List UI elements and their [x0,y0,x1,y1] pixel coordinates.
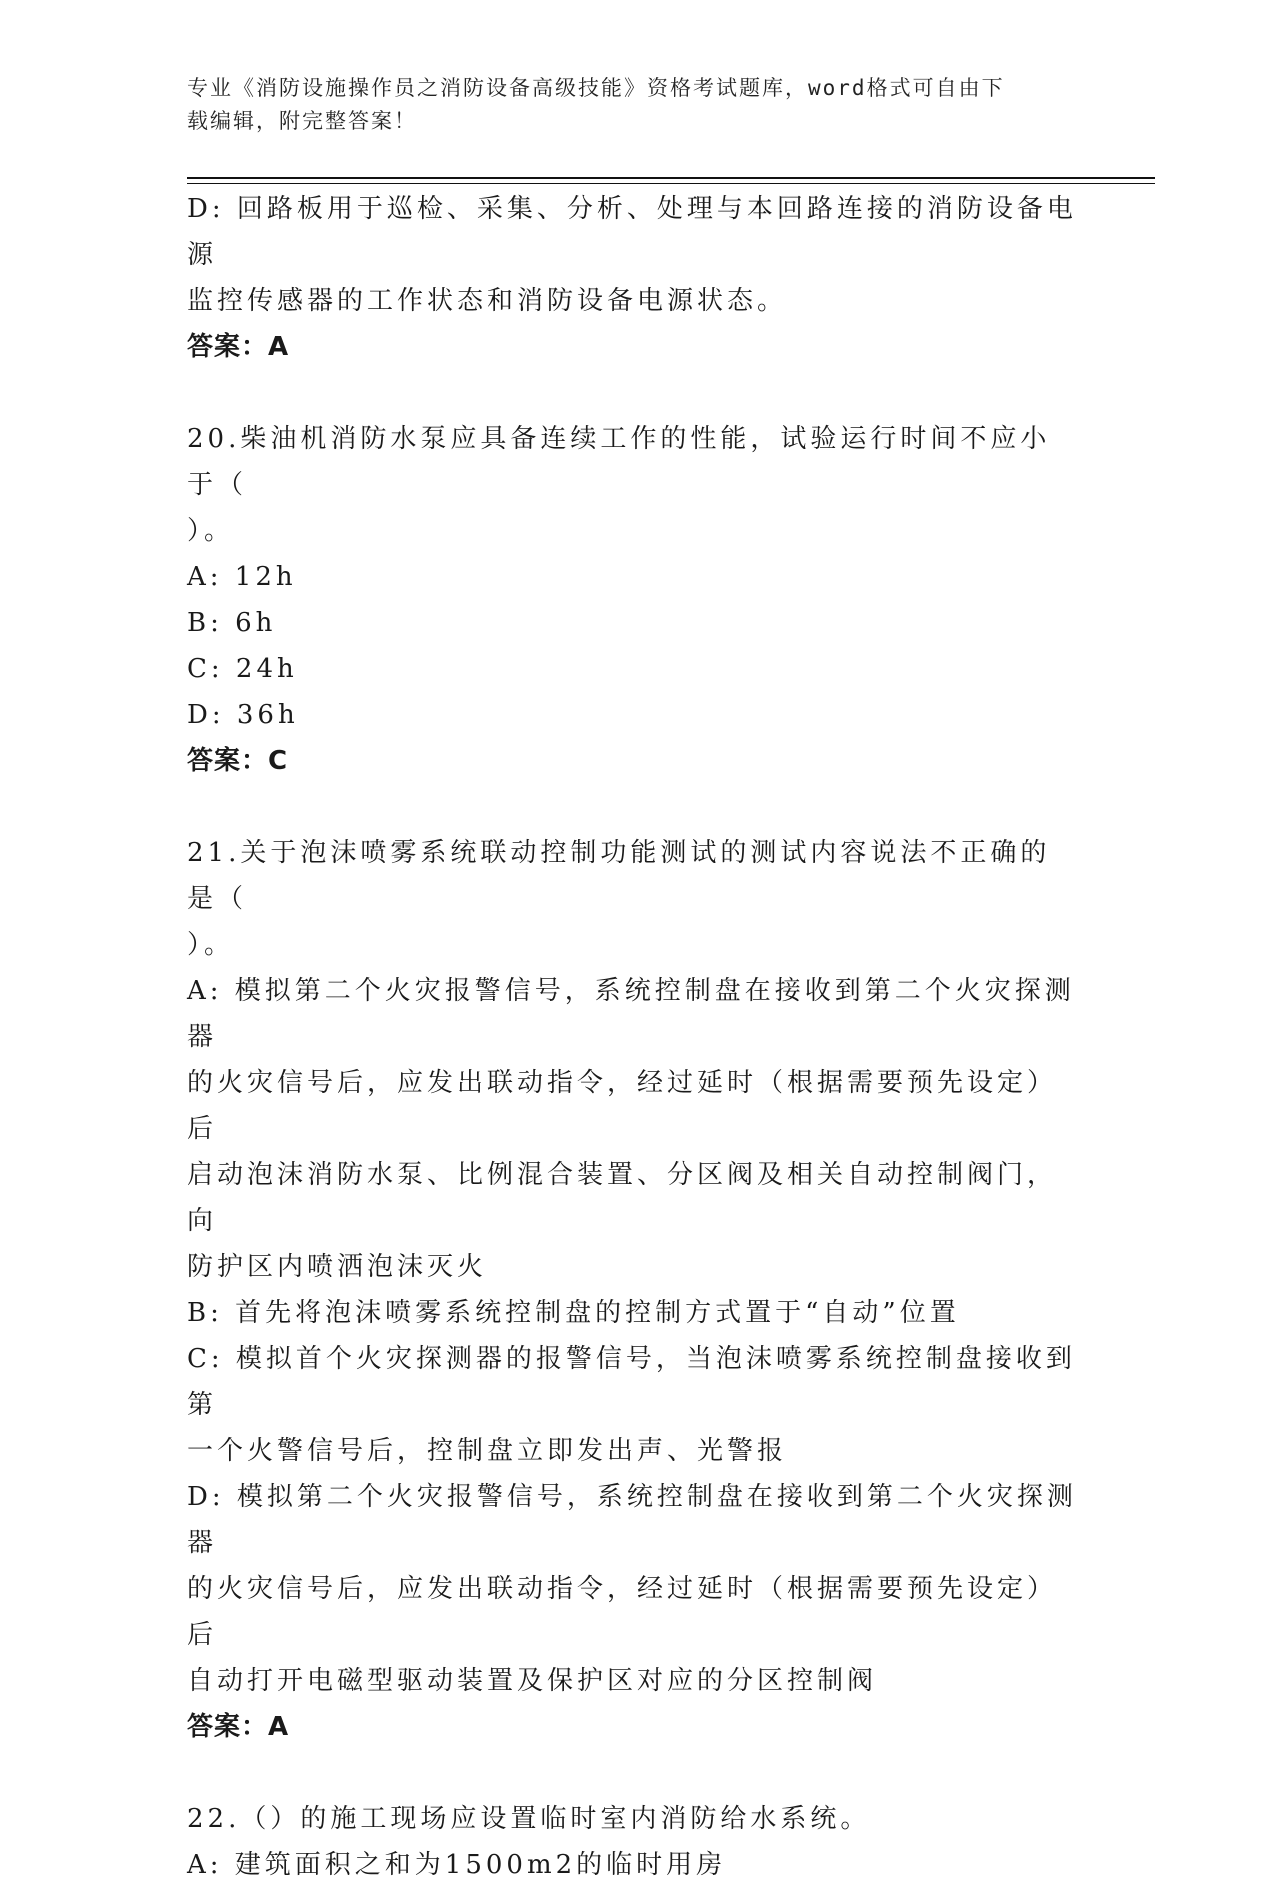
option-b: B: 6h [187,608,277,638]
option-a: A: 12h [187,562,297,592]
answer-label: 答案：A [187,332,290,362]
option-b: B: 首先将泡沫喷雾系统控制盘的控制方式置于“自动”位置 [187,1298,960,1328]
question-22 [187,1796,1077,1888]
question-21 [187,830,1077,1750]
option-c-continued: 一个火警信号后，控制盘立即发出声、光警报 [187,1436,788,1466]
option-a-continued: 启动泡沫消防水泵、比例混合装置、分区阀及相关自动控制阀门，向 [187,1160,1058,1236]
option-d-continued: 的火灾信号后，应发出联动指令，经过延时（根据需要预先设定）后 [187,1574,1058,1650]
header-line-2: 载编辑，附完整答案！ [187,109,417,133]
option-d: D: 回路板用于巡检、采集、分析、处理与本回路连接的消防设备电源 [187,194,1077,270]
question-stem-continued: ）。 [187,930,235,960]
option-c: C: 24h [187,654,298,684]
option-d: D: 模拟第二个火灾报警信号，系统控制盘在接收到第二个火灾探测器 [187,1482,1077,1558]
spacer [187,784,1077,830]
option-a: A: 模拟第二个火灾报警信号，系统控制盘在接收到第二个火灾探测器 [187,976,1075,1052]
question-stem: 21.关于泡沫喷雾系统联动控制功能测试的测试内容说法不正确的是（ [187,838,1051,914]
question-stem-continued: ）。 [187,516,235,546]
header-divider-thin [187,183,1155,184]
option-a-continued: 防护区内喷洒泡沫灭火 [187,1252,488,1282]
answer-label: 答案：A [187,1712,290,1742]
option-a-continued: 的火灾信号后，应发出联动指令，经过延时（根据需要预先设定）后 [187,1068,1058,1144]
option-d-continued: 自动打开电磁型驱动装置及保护区对应的分区控制阀 [187,1666,878,1696]
document-body [187,186,1077,1888]
document-header [187,72,1067,138]
option-c: C: 模拟首个火灾探测器的报警信号，当泡沫喷雾系统控制盘接收到第 [187,1344,1076,1420]
question-20 [187,416,1077,784]
option-a: A: 建筑面积之和为1500m2的临时用房 [187,1850,727,1880]
header-line-1: 专业《消防设施操作员之消防设备高级技能》资格考试题库，word格式可自由下 [187,76,1005,100]
question-19-tail [187,186,1077,370]
spacer [187,1750,1077,1796]
answer-label: 答案：C [187,746,289,776]
header-divider-thick [187,177,1155,179]
question-stem: 22.（）的施工现场应设置临时室内消防给水系统。 [187,1804,871,1834]
spacer [187,370,1077,416]
option-d-continued: 监控传感器的工作状态和消防设备电源状态。 [187,286,788,316]
option-d: D: 36h [187,700,299,730]
question-stem: 20.柴油机消防水泵应具备连续工作的性能，试验运行时间不应小于（ [187,424,1051,500]
